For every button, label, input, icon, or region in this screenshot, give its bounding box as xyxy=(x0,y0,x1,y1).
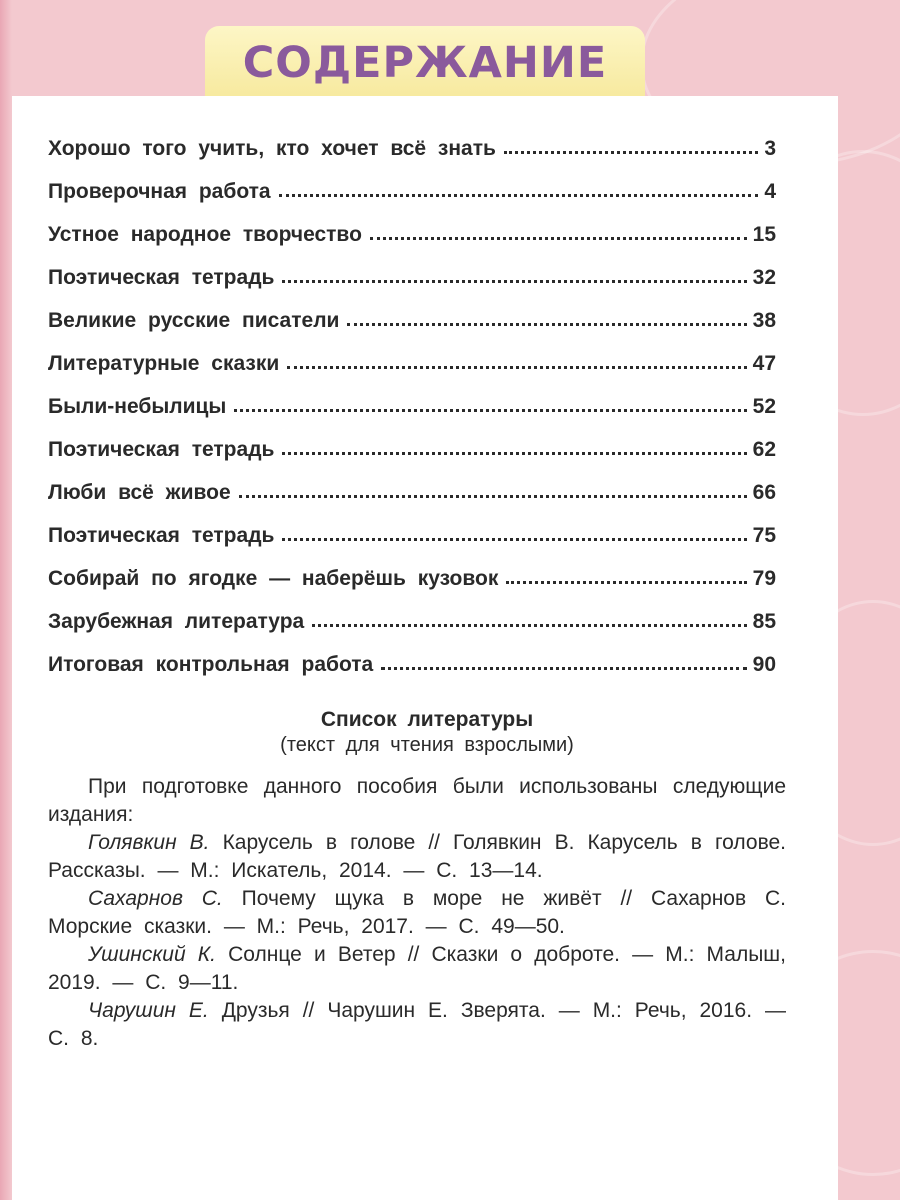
toc-page-number: 62 xyxy=(752,438,776,461)
toc-leader-dots xyxy=(239,495,747,498)
literature-section xyxy=(48,708,786,1053)
toc-title: Итоговая контрольная работа xyxy=(48,653,374,676)
literature-entry xyxy=(48,885,786,941)
toc-row xyxy=(48,290,776,333)
toc-page-number: 15 xyxy=(752,223,776,246)
toc-page-number: 47 xyxy=(752,352,776,375)
toc-page-number: 75 xyxy=(752,524,776,547)
toc-title: Хорошо того учить, кто хочет всё знать xyxy=(48,137,496,160)
toc-leader-dots xyxy=(282,452,746,455)
toc-title: Были-небылицы xyxy=(48,395,227,418)
entry-author: Чарушин Е. xyxy=(88,999,209,1022)
literature-subheading: (текст для чтения взрослыми) xyxy=(280,734,574,756)
content-panel xyxy=(12,96,838,1200)
entry-text: Солнце и Ветер // Сказки о доброте. — М.: Малыш, 2019. — С. 9—11. xyxy=(48,943,786,994)
toc-row xyxy=(48,462,776,505)
table-of-contents xyxy=(48,118,776,677)
toc-page-number: 3 xyxy=(764,137,776,160)
entry-author: Ушинский К. xyxy=(88,943,216,966)
toc-leader-dots xyxy=(287,366,746,369)
page-title: СОДЕРЖАНИЕ xyxy=(242,38,608,88)
toc-page-number: 79 xyxy=(752,567,776,590)
toc-page-number: 66 xyxy=(752,481,776,504)
toc-row xyxy=(48,118,776,161)
toc-title: Великие русские писатели xyxy=(48,309,340,332)
literature-entry xyxy=(48,941,786,997)
toc-title: Собирай по ягодке — наберёшь кузовок xyxy=(48,567,499,590)
toc-leader-dots xyxy=(506,581,746,584)
entry-author: Голявкин В. xyxy=(88,831,210,854)
page-edge xyxy=(0,0,12,1200)
toc-page-number: 32 xyxy=(752,266,776,289)
toc-leader-dots xyxy=(282,538,746,541)
toc-row xyxy=(48,161,776,204)
toc-title: Поэтическая тетрадь xyxy=(48,524,275,547)
toc-row xyxy=(48,634,776,677)
toc-page-number: 52 xyxy=(752,395,776,418)
toc-title: Устное народное творчество xyxy=(48,223,362,246)
toc-leader-dots xyxy=(282,280,746,283)
toc-row xyxy=(48,204,776,247)
toc-row xyxy=(48,548,776,591)
entry-author: Сахарнов С. xyxy=(88,887,223,910)
toc-leader-dots xyxy=(381,667,746,670)
toc-leader-dots xyxy=(504,151,758,154)
title-tab xyxy=(205,26,645,106)
toc-row xyxy=(48,376,776,419)
toc-title: Люби всё живое xyxy=(48,481,231,504)
toc-row xyxy=(48,505,776,548)
entry-text: Почему щука в море не живёт // Сахарнов С. Морские сказки. — М.: Речь, 2017. — С. 49—50. xyxy=(48,887,786,938)
literature-entry xyxy=(48,829,786,885)
entry-text: Друзья // Чарушин Е. Зверята. — М.: Речь, 2016. — С. 8. xyxy=(48,999,786,1050)
toc-title: Поэтическая тетрадь xyxy=(48,266,275,289)
toc-title: Поэтическая тетрадь xyxy=(48,438,275,461)
toc-row xyxy=(48,333,776,376)
toc-page-number: 38 xyxy=(752,309,776,332)
literature-heading: Список литературы xyxy=(320,708,534,731)
toc-page-number: 85 xyxy=(752,610,776,633)
toc-page-number: 4 xyxy=(764,180,776,203)
toc-leader-dots xyxy=(279,194,759,197)
toc-title: Литературные сказки xyxy=(48,352,280,375)
toc-page-number: 90 xyxy=(752,653,776,676)
literature-intro: При подготовке данного пособия были использованы следующие издания: xyxy=(48,775,786,826)
toc-leader-dots xyxy=(347,323,746,326)
literature-body xyxy=(48,773,786,1053)
toc-leader-dots xyxy=(370,237,747,240)
entry-text: Карусель в голове // Голявкин В. Карусель в голове. Рассказы. — М.: Искатель, 2014. — С. 13—14. xyxy=(48,831,787,882)
toc-title: Проверочная работа xyxy=(48,180,271,203)
toc-row xyxy=(48,591,776,634)
toc-leader-dots xyxy=(312,624,746,627)
toc-row xyxy=(48,419,776,462)
toc-title: Зарубежная литература xyxy=(48,610,305,633)
literature-entry xyxy=(48,997,786,1053)
toc-row xyxy=(48,247,776,290)
toc-leader-dots xyxy=(234,409,746,412)
